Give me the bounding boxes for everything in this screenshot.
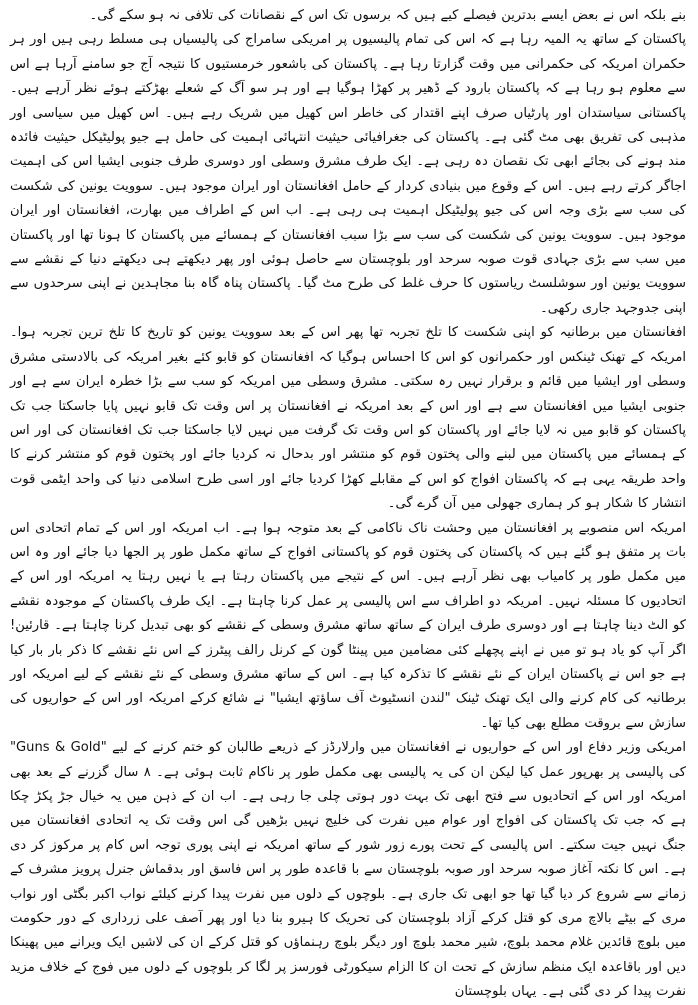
article-paragraph: پاکستان کے ساتھ یہ المیہ رہا ہے کہ اس کی تمام پالیسیوں پر امریکی سامراج کی پالیسیاں ہی مسلط رہی ہیں اور ہر حکمران امریکہ کی حکمرانی میں وقت گزارتا رہا ہے۔ پاکستان کی باشعور خرمستیوں کا نتیجہ آج جو سامنے آرہا ہے اس سے معلوم ہو رہا ہے کہ پاکستان بارود کے ڈھیر پر کھڑا ہوگیا ہے اور ہر سو آگ کے شعلے بھڑکتے ہوئے نظر آرہے ہیں۔ پاکستانی سیاستدان اور پارٹیاں صرف اپنے اقتدار کی خاطر اس کھیل میں شریک رہے ہیں۔ اس کھیل میں سیاسی اور مذہبی کی تفریق بھی مٹ گئی ہے۔ پاکستان کی جغرافیائی حیثیت انتہائی اہمیت کی حامل ہے جیو پولیٹیکل حیثیت فائدہ مند ہونے کی بجائے ابھی تک نقصان دہ رہی ہے۔ ایک طرف مشرق وسطی اور دوسری طرف جنوبی ایشیا اس کی اہمیت اجاگر کرتے رہے ہیں۔ اس کے وقوع میں بنیادی کردار کے حامل افغانستان اور ایران موجود ہیں۔ سوویت یونین کی شکست کی سب سے بڑی وجہ اس کی جیو پولیٹیکل اہمیت ہی رہی ہے۔ اب اس کے اطراف میں بھارت، افغانستان اور ایران موجود ہیں۔ سوویت یونین کی شکست کی سب سے بڑا سبب افغانستان کے ہمسائے میں پاکستان کا ہونا تھا اور پاکستان میں سب سے بڑی جہادی قوت صوبہ سرحد اور بلوچستان سے حاصل ہوئی اور پھر دیکھتے ہی دیکھتے دنیا کے نقشے سے سوویت یونین اور سوشلسٹ ریاستوں کا حرف غلط کی طرح مٹ گیا۔ پاکستان پناہ گاہ بنا مجاہدین نے اپنی سرحدوں سے اپنی جدوجہد جاری رکھی۔ [10, 32, 686, 316]
article-paragraph: امریکہ اس منصوبے پر افغانستان میں وحشت ناک ناکامی کے بعد متوجہ ہوا ہے۔ اب امریکہ اور اس کے تمام اتحادی اس بات پر متفق ہو گئے ہیں کہ پاکستان کی پختون قوم کو پاکستانی افواج کے ساتھ مکمل طور پر الجھا دیا جائے اور وہ اس میں مکمل طور پر کامیاب بھی نظر آرہے ہیں۔ اس کے نتیجے میں پاکستان رہتا ہے یا نہیں رہتا یہ امریکہ اور اس کے اتحادیوں کا مسئلہ نہیں۔ امریکہ دو اطراف سے اس پالیسی پر عمل کرنا چاہتا ہے۔ ایک طرف پاکستان کے موجودہ نقشے کو الٹ دینا چاہتا ہے اور دوسری طرف ایران کے ساتھ ساتھ مشرق وسطی کے نقشے کو بھی تبدیل کرنا چاہتا ہے۔ قارئین! اگر آپ کو یاد ہو تو میں نے اپنے پچھلے کئی مضامین میں پینٹا گون کے کرنل رالف پیٹرز کے اس نئے نقشے کا ذکر بار بار کیا ہے جو اس نے پاکستان ایران کے نئے نقشے کا تذکرہ کیا ہے۔ اس کے ساتھ مشرق وسطی کے نئے نقشے کے لیے امریکہ اور برطانیہ کی کام کرنے والی ایک تھنک ٹینک "لندن انسٹیوٹ آف ساؤتھ ایشیا" نے شائع کرکے امریکہ اور اس کے حواریوں کی سازش سے بروقت مطلع بھی کیا تھا۔ [10, 520, 686, 731]
article-paragraph: بنے بلکہ اس نے بعض ایسے بدترین فیصلے کیے ہیں کہ برسوں تک اس کے نقصانات کی تلافی نہ ہو سکے گی۔ [89, 8, 686, 23]
article-paragraph: امریکی وزیر دفاع اور اس کے حواریوں نے افغانستان میں وارلارڈز کے ذریعے طالبان کو ختم کرنے کے لیے "Guns & Gold" کی پالیسی پر بھرپور عمل کیا لیکن ان کی یہ پالیسی بھی مکمل طور پر ناکام ثابت ہوئی ہے۔ ۸ سال گزرنے کے بعد بھی امریکہ اور اس کے اتحادیوں سے فتح ابھی تک بہت دور ہوتی چلی جا رہی ہے۔ اب ان کے ذہن میں یہ خیال جڑ پکڑ چکا ہے کہ جب تک پاکستان کی افواج اور عوام میں نفرت کی خلیج نہیں بڑھیں گی اس وقت تک یہ اتحادی افغانستان میں جنگ نہیں جیت سکتے۔ اس پالیسی کے تحت پورے زور شور کے ساتھ امریکہ نے اپنی پوری توجہ اس کام پر مرکوز کر دی ہے۔ اس کا نکتہ آغاز صوبہ سرحد اور صوبہ بلوچستان سے با قاعدہ طور پر اس فاسق اور بدقماش جنرل پرویز مشرف کے زمانے سے شروع کر دیا گیا تھا جو ابھی تک جاری ہے۔ بلوچوں کے دلوں میں نفرت پیدا کرنے کیلئے نواب اکبر بگٹی اور نواب مری کے بیٹے بالاچ مری کو قتل کرکے آزاد بلوچستان کی تحریک کا ہیرو بنا دیا اور پھر آصف علی زرداری کے دور حکومت میں بلوچ قائدین غلام محمد بلوچ، شیر محمد بلوچ اور دیگر بلوچ رہنماؤں کو قتل کرکے ان کی لاشیں ایک ویرانے میں پھینکا دیں اور باقاعدہ ایک منظم سازش کے تحت ان کا الزام سیکورٹی فورسز پر لگا کر بلوچوں کے دلوں میں فوج کے خلاف مزید نفرت پیدا کر دی گئی ہے۔ یہاں بلوچستان [10, 740, 686, 1000]
article-paragraph: افغانستان میں برطانیہ کو اپنی شکست کا تلخ تجربہ تھا پھر اس کے بعد سوویت یونین کو تاریخ کا تلخ ترین تجربہ ہوا۔ امریکہ کے تھنک ٹینکس اور حکمرانوں کو اس کا احساس ہوگیا کہ افغانستان کو قابو کئے بغیر امریکہ کی بالادستی مشرق وسطی اور ایشیا میں قائم و برقرار نہیں رہ سکتی۔ مشرق وسطی میں امریکہ کو سب سے بڑا خطرہ ایران سے ہے اور جنوبی ایشیا میں افغانستان سے ہے اور اس کے بعد امریکہ نے افغانستان پر اس وقت تک قابو نہیں پایا جاسکتا جب تک پاکستان کو قابو میں نہ لایا جائے اور پاکستان کو اس وقت تک گرفت میں نہیں لایا جاسکتا جب تک افغانستان کی اور اس کے ہمسائے میں پاکستان میں لبنے والی پختون قوم کو منتشر اور بدحال نہ کردیا جائے اور پختون قوم کو منتشر کرنے کا واحد طریقہ یہی ہے کہ پاکستان افواج کو اس کے مقابلے کھڑا کردیا جائے اور اسی طرح اسلامی دنیا کی واحد ایٹمی قوت انتشار کا شکار ہو کر ہماری جھولی میں آن گرے گی۔ [10, 325, 686, 512]
